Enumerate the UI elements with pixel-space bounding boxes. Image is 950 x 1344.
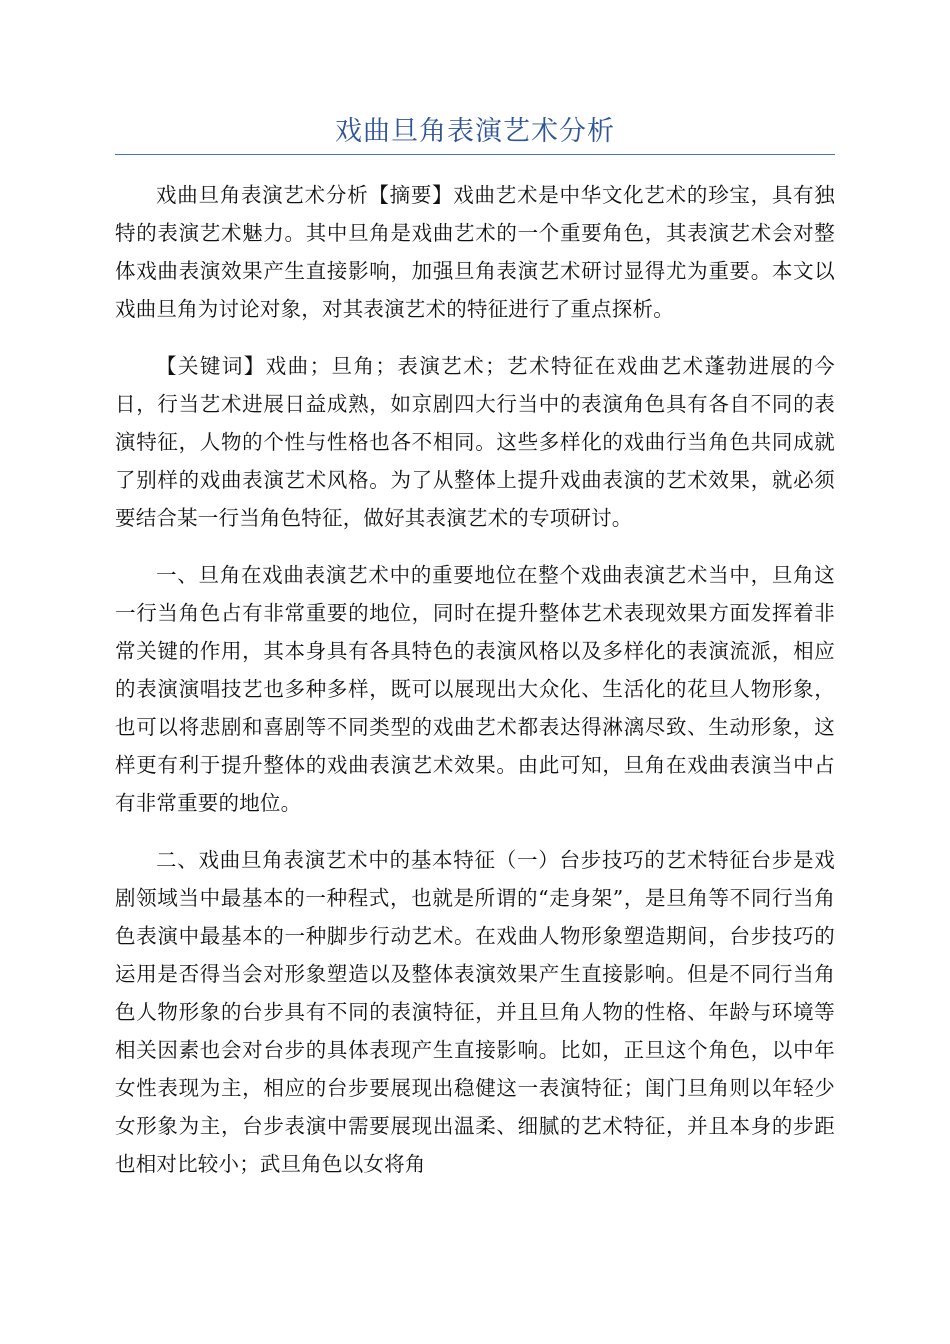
paragraph-keywords: 【关键词】戏曲；旦角；表演艺术；艺术特征在戏曲艺术蓬勃进展的今日，行当艺术进展日益成熟，如京剧四大行当中的表演角色具有各自不同的表演特征，人物的个性与性格也各不相同。这些多样化的戏曲行当角色共同成就了别样的戏曲表演艺术风格。为了从整体上提升戏曲表演的艺术效果，就必须要结合某一行当角色特征，做好其表演艺术的专项研讨。	[115, 354, 835, 530]
document-title: 戏曲旦角表演艺术分析	[335, 116, 615, 147]
document-body	[115, 176, 835, 1202]
paragraph-abstract: 戏曲旦角表演艺术分析【摘要】戏曲艺术是中华文化艺术的珍宝，具有独特的表演艺术魅力。其中旦角是戏曲艺术的一个重要角色，其表演艺术会对整体戏曲表演效果产生直接影响，加强旦角表演艺术研讨显得尤为重要。本文以戏曲旦角为讨论对象，对其表演艺术的特征进行了重点探析。	[115, 183, 835, 321]
title-underline	[115, 154, 835, 155]
paragraph-section-one: 一、旦角在戏曲表演艺术中的重要地位在整个戏曲表演艺术当中，旦角这一行当角色占有非常重要的地位，同时在提升整体艺术表现效果方面发挥着非常关键的作用，其本身具有各具特色的表演风格以及多样化的表演流派，相应的表演演唱技艺也多种多样，既可以展现出大众化、生活化的花旦人物形象，也可以将悲剧和喜剧等不同类型的戏曲艺术都表达得淋漓尽致、生动形象，这样更有利于提升整体的戏曲表演艺术效果。由此可知，旦角在戏曲表演当中占有非常重要的地位。	[115, 563, 835, 815]
paragraph-section-two: 二、戏曲旦角表演艺术中的基本特征（一）台步技巧的艺术特征台步是戏剧领域当中最基本的一种程式，也就是所谓的“走身架”，是旦角等不同行当角色表演中最基本的一种脚步行动艺术。在戏曲人物形象塑造期间，台步技巧的运用是否得当会对形象塑造以及整体表演效果产生直接影响。但是不同行当角色人物形象的台步具有不同的表演特征，并且旦角人物的性格、年龄与环境等相关因素也会对台步的具体表现产生直接影响。比如，正旦这个角色，以中年女性表现为主，相应的台步要展现出稳健这一表演特征；闺门旦角则以年轻少女形象为主，台步表演中需要展现出温柔、细腻的艺术特征，并且本身的步距也相对比较小；武旦角色以女将角	[115, 848, 835, 1176]
